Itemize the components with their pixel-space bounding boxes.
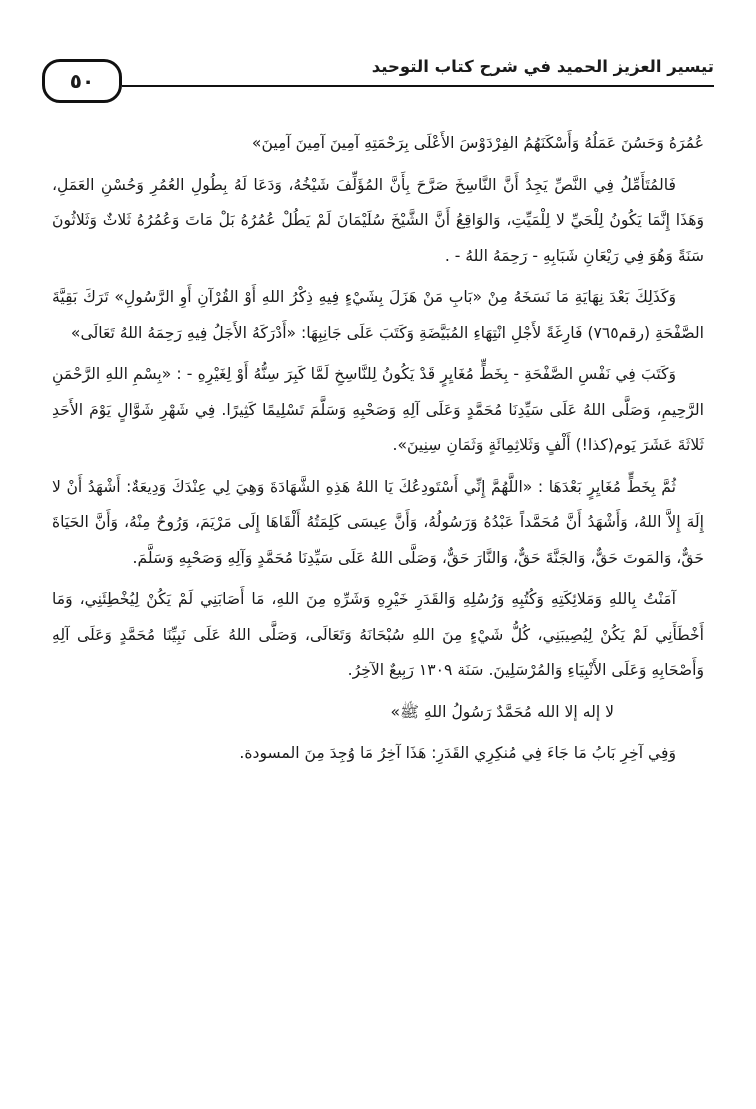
paragraph: آمَنْتُ بِاللهِ وَمَلائِكَتِهِ وَكُتُبِهِ وَرُسُلِهِ وَالقَدَرِ خَيْرِهِ وَشَرِّهِ مِنَ اللهِ، مَا أَصَابَنِي لَمْ يَكُنْ لِيُخْطِئَنِي، وَمَا أَخْطَأَنِي لَمْ يَكُنْ لِيُصِيبَنِي، كُلُّ شَيْءٍ مِنَ اللهِ سُبْحَانَهُ وَتَعَالَى، وَصَلَّى اللهُ عَلَى نَبِيِّنَا مُحَمَّدٍ وَعَلَى آلِهِ وَأَصْحَابِهِ وَعَلَى الأَنْبِيَاءِ وَالمُرْسَلِينَ. سَنَة ١٣٠٩ رَبِيعٌ الآخِرُ.	[52, 590, 704, 679]
paragraph: عُمُرَهُ وَحَسُنَ عَمَلُهُ وَأَسْكَنَهُمُ الفِرْدَوْسَ الأَعْلَى بِرَحْمَتِهِ آمِينَ آمِينَ آمِينَ»	[251, 134, 704, 152]
paragraph: فَالمُتَأَمِّلُ فِي النَّصِّ يَجِدُ أَنَّ النَّاسِخَ صَرَّحَ بِأَنَّ المُؤَلِّفَ شَيْخُهُ، وَدَعَا لَهُ بِطُولِ العُمُرِ وَحُسْنِ العَمَلِ، وَهَذَا إِنَّمَا يَكُونُ لِلْحَيِّ لا لِلْمَيِّتِ، وَالوَاقِعُ أَنَّ الشَّيْخَ سُلَيْمَانَ لَمْ يَطُلْ عُمُرُهُ بَلْ مَاتَ وَعُمُرُهُ ثَلاثٌ وَثَلاثُونَ سَنَةً وَهُوَ فِي رَيْعَانِ شَبَابِهِ - رَحِمَهُ اللهُ - .	[52, 175, 704, 265]
paragraph: لا إله إلا الله مُحَمَّدٌ رَسُولُ اللهِ ﷺ»	[390, 702, 614, 721]
paragraph: وَكَذَلِكَ بَعْدَ نِهَايَةِ مَا نَسَخَهُ مِنْ «بَابِ مَنْ هَزَلَ بِشَيْءٍ فِيهِ ذِكْرُ اللهِ أَوْ القُرْآنِ أَوِ الرَّسُولِ» تَرَكَ بَقِيَّةَ الصَّفْحَةِ (رقم٧٦٥) فَارِغَةً لأَجْلِ انْتِهَاءِ المُبَيَّضَةِ وَكَتَبَ عَلَى جَانِبِهَا: «أَدْرَكَهُ الأَجَلُ فِيهِ رَحِمَهُ اللهُ تَعَالَى»	[52, 288, 704, 342]
paragraph: وَفِي آخِرِ بَابُ مَا جَاءَ فِي مُنكِرِي القَدَرِ: هَذَا آخِرُ مَا وُجِدَ مِنَ المسودة.	[239, 744, 676, 762]
page-number: ٥٠	[69, 69, 95, 93]
paragraph: ثُمَّ بِخَطٍّ مُغَايِرٍ بَعْدَهَا : «اللَّهُمَّ إِنِّي أَسْتَودِعُكَ يَا اللهُ هَذِهِ الشَّهَادَةَ وَهِيَ لِي عِنْدَكَ وَدِيعَةٌ: أَشْهَدُ أَنْ لا إِلَهَ إِلاَّ اللهُ، وَأَشْهَدُ أَنَّ مُحَمَّداً عَبْدُهُ وَرَسُولُهُ، وَأَنَّ عِيسَى كَلِمَتُهُ أَلْقَاهَا إِلَى مَرْيَمَ، وَرُوحٌ مِنْهُ، وَأَنَّ الحَيَاةَ حَقٌّ، وَالمَوتَ حَقٌّ، وَالجَنَّةَ حَقٌّ، وَالنَّارَ حَقٌّ، وَصَلَّى اللهُ عَلَى سَيِّدِنَا مُحَمَّدٍ وَآلِهِ وَصَحْبِهِ وَسَلَّمَ.	[52, 477, 704, 567]
paragraph: وَكَتَبَ فِي نَفْسِ الصَّفْحَةِ - بِخَطٍّ مُغَايِرٍ قَدْ يَكُونُ لِلنَّاسِخِ لَمَّا كَبِرَ سِنُّهُ أَوْ لِغَيْرِهِ - : «بِسْمِ اللهِ الرَّحْمَنِ الرَّحِيمِ، وَصَلَّى اللهُ عَلَى سَيِّدِنَا مُحَمَّدٍ وَعَلَى آلِهِ وَصَحْبِهِ وَسَلَّمَ تَسْلِيمًا كَثِيرًا. فِي شَهْرِ شَوَّالٍ يَوْمَ الأَحَدِ ثَلاثَةَ عَشَرَ يَوم(كذا!) أَلْفٍ وَثَلاثِمِائَةٍ وَثَمَانِ سِنِينَ».	[52, 365, 704, 454]
header-rule	[122, 85, 714, 87]
page-body	[52, 126, 704, 778]
page-header	[42, 55, 714, 105]
page-number-badge	[42, 59, 122, 103]
running-title: تيسير العزيز الحميد في شرح كتاب التوحيد	[371, 57, 714, 76]
